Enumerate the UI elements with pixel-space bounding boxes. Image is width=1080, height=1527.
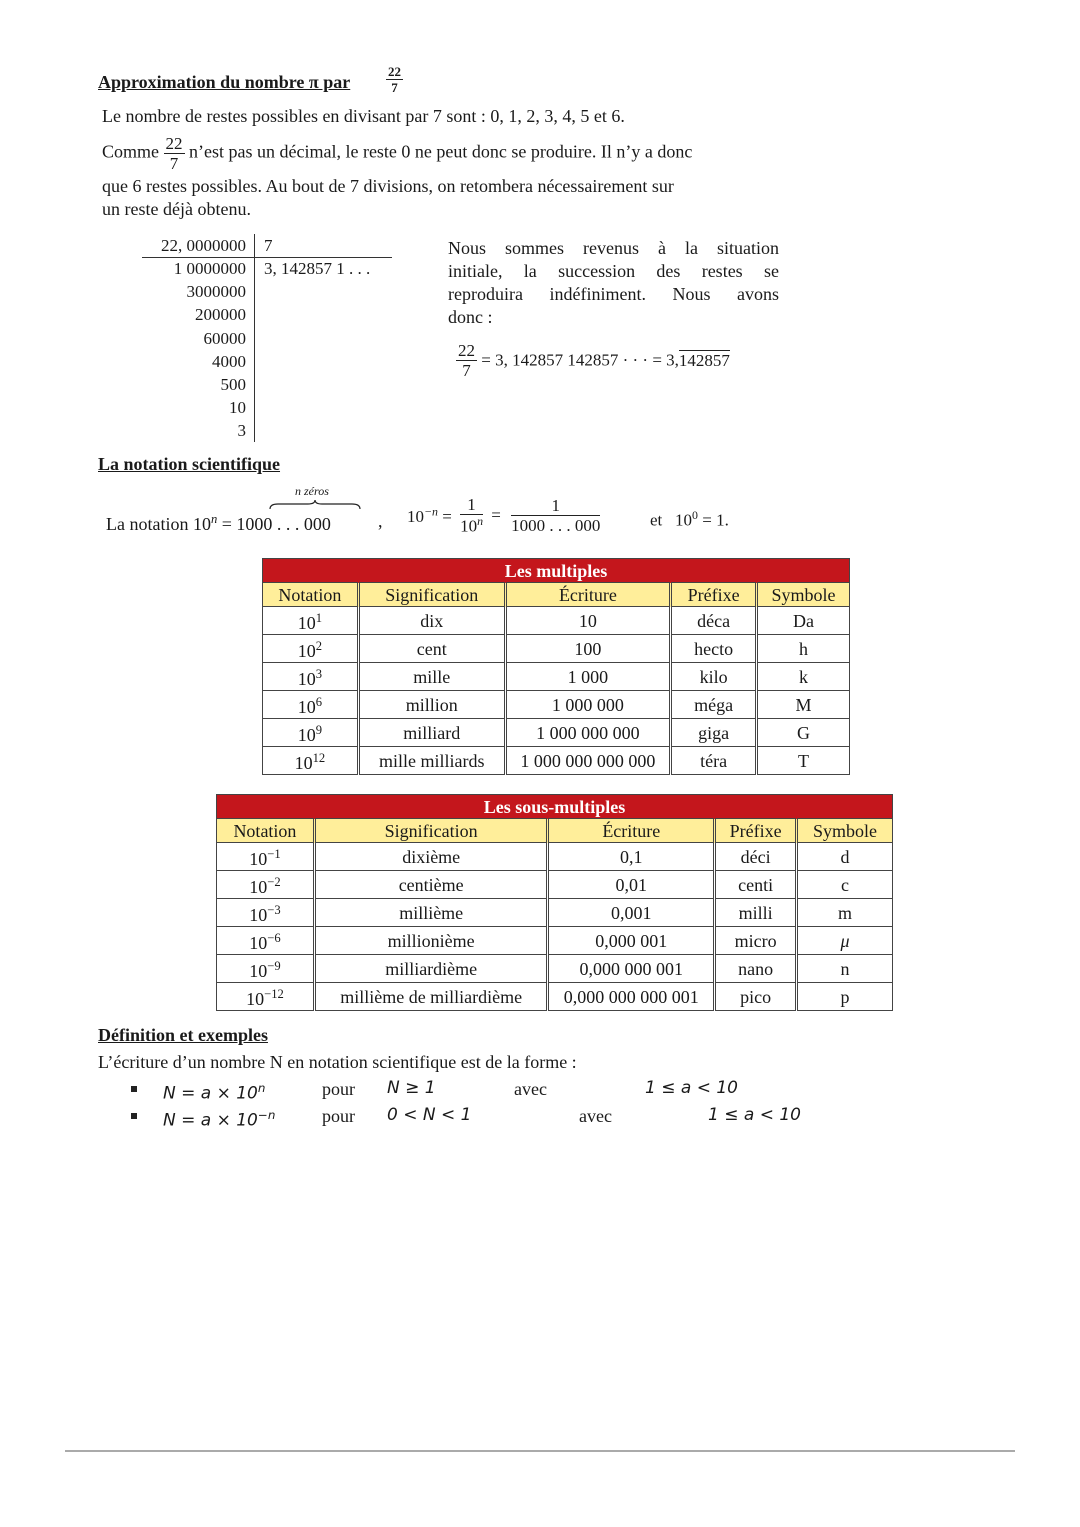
division-quotient: 3, 142857 1 . . . — [264, 259, 371, 278]
header-notation: Notation — [217, 819, 315, 843]
header-signification: Signification — [314, 819, 548, 843]
header-symbole: Symbole — [797, 819, 893, 843]
repeating-period: 142857 — [678, 350, 730, 370]
section-title-approximation — [98, 72, 350, 93]
table-row: $10^{-9}$ milliardième 0,000 000 001 nano n — [217, 955, 893, 983]
period-result: $\frac{22}{7}$ = 3, 142857 142857 · · · = 3,142857 — [458, 341, 730, 380]
division-dividend: 22, 0000000 — [161, 236, 246, 255]
remainder: 200000 — [195, 305, 246, 325]
brace-label: n zéros — [295, 484, 329, 498]
table-row: $10^{-3}$ millième 0,001 milli m — [217, 899, 893, 927]
remainders-sentence: Le nombre de restes possibles en divisant par 7 sont : 0, 1, 2, 3, 4, 5 et 6. — [102, 106, 625, 126]
header-prefixe: Préfixe — [715, 819, 797, 843]
remainder: 1 0000000 — [173, 259, 246, 278]
submultiples-title: Les sous-multiples — [217, 795, 893, 819]
comme-fraction: $\frac{22}{7}$ — [165, 134, 183, 173]
bullet-icon — [131, 1113, 137, 1119]
table-row: $10^3$ mille 1 000 kilo k — [263, 663, 850, 691]
remainder: 3000000 — [186, 282, 246, 302]
submultiples-table — [216, 794, 893, 1011]
header-signification: Signification — [358, 583, 505, 607]
fraction-one-over-ten-n: $\frac{1}{10^n}$ — [460, 495, 484, 536]
footer-divider — [65, 1450, 1015, 1452]
section-title-notation: La notation scientifique — [98, 454, 281, 474]
multiples-table — [262, 558, 850, 775]
comma-separator: , — [378, 511, 383, 531]
negative-power-expr: $10^{-n}$ = $\frac{1}{10^n}$ = $\frac{1}{1000 . . . 000}$ — [407, 495, 601, 536]
table-row: $10^{12}$ mille milliards 1 000 000 000 000 téra T — [263, 747, 850, 775]
header-prefixe: Préfixe — [671, 583, 757, 607]
remainder: 60000 — [203, 328, 246, 348]
header-ecriture: Écriture — [505, 583, 671, 607]
table-row: $10^6$ million 1 000 000 méga M — [263, 691, 850, 719]
zero-power-expr: et $10^0 = 1$. — [650, 508, 729, 530]
remainder: 4000 — [212, 351, 246, 371]
header-symbole: Symbole — [757, 583, 850, 607]
section-title-definition: Définition et exemples — [98, 1025, 268, 1045]
definition-intro: L’écriture d’un nombre N en notation scientifique est de la forme : — [98, 1052, 577, 1072]
multiples-title: Les multiples — [263, 559, 850, 583]
division-vertical-rule — [254, 234, 255, 442]
header-ecriture: Écriture — [548, 819, 715, 843]
division-divisor: 7 — [264, 236, 273, 255]
table-row: $10^{-1}$ dixième 0,1 déci d — [217, 843, 893, 871]
table-row: $10^{-12}$ millième de milliardième 0,000 000 000 001 pico p — [217, 983, 893, 1011]
fraction-one-over-thousand: $\frac{1}{1000 . . . 000}$ — [511, 495, 601, 535]
remainder: 10 — [229, 398, 246, 418]
division-remainders — [140, 257, 246, 443]
title-text: Approximation du nombre π par — [98, 72, 351, 92]
paragraph-comme: Comme $\frac{22}{7}$ n’est pas un décimal, le reste 0 ne peut donc se produire. Il n’y a donc — [102, 134, 693, 173]
table-row: $10^1$ dix 10 déca Da — [263, 607, 850, 635]
paragraph-line2: que 6 restes possibles. Au bout de 7 divisions, on retombera nécessairement sur — [102, 176, 674, 196]
table-row: $10^{-6}$ millionième 0,000 001 micro μ — [217, 927, 893, 955]
division-explanation: Nous sommes revenus à la situation initiale, la succession des restes se reproduira indéfiniment. Nous avons — [448, 238, 779, 304]
title-fraction: $\frac{22}{7}$ — [388, 64, 401, 95]
bullet-icon — [131, 1086, 137, 1092]
division-explanation-end: donc : — [448, 307, 493, 327]
remainder: 500 — [220, 375, 246, 395]
table-row: $10^{-2}$ centième 0,01 centi c — [217, 871, 893, 899]
table-row: $10^9$ milliard 1 000 000 000 giga G — [263, 719, 850, 747]
table-row: $10^2$ cent 100 hecto h — [263, 635, 850, 663]
remainder: 3 — [237, 421, 246, 441]
header-notation: Notation — [263, 583, 359, 607]
notation-intro: La notation 10$^n$ = 1000 . . . 000 — [106, 512, 331, 534]
paragraph-line3: un reste déjà obtenu. — [102, 199, 251, 219]
